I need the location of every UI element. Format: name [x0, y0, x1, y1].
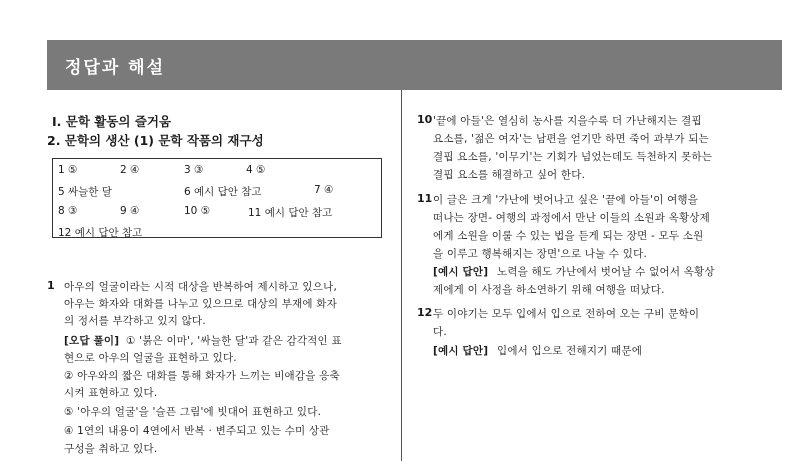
page-title: 정답과 해설 — [65, 58, 166, 78]
explanation-line: 이 글은 크게 '가난에 벗어나고 싶은 '끝에 아들'이 여행을 — [433, 194, 699, 206]
explanation-line: 아우의 얼굴이라는 시적 대상을 반복하여 제시하고 있으나, — [64, 281, 337, 293]
explanation-line: 결핍 요소를, '이무기'는 기회가 넘었는데도 득천하지 못하는 — [433, 151, 713, 163]
section-heading: Ⅰ. 문학 활동의 즐거움 — [52, 114, 172, 129]
explanation-label: [예시 답안] — [433, 345, 489, 357]
explanation-line: ② 아우와의 짧은 대화를 통해 화자가 느끼는 비애감을 응축 — [64, 370, 340, 382]
explanation-line: 노력을 해도 가난에서 벗어날 수 없어서 옥황상 — [497, 266, 715, 278]
header-banner — [47, 40, 782, 90]
explanation-line: 요소를, '젊은 여자'는 남편을 얻기만 하면 죽어 과부가 되는 — [433, 133, 709, 145]
explanation-line: 구성을 취하고 있다. — [64, 443, 158, 455]
explanation-label: [오답 풀이] — [64, 335, 120, 347]
explanation-line: 에게 소원을 이룰 수 있는 법을 듣게 되는 장면 - 모두 소원 — [433, 230, 704, 242]
explanation-line: 입에서 입으로 전해지기 때문에 — [497, 345, 643, 357]
explanation-line: ① '붉은 이마', '싸늘한 달'과 같은 감각적인 표 — [126, 335, 342, 347]
subsection-heading: 2. 문학의 생산 (1) 문학 작품의 재구성 — [47, 133, 264, 148]
explanation-line: 결핍 요소를 해결하고 싶어 한다. — [433, 169, 586, 181]
answer-item: 6 예시 답안 참고 — [184, 186, 262, 198]
explanation-line: ④ 1연의 내용이 4연에서 반복 · 변주되고 있는 수미 상관 — [64, 425, 330, 437]
explanation-line: 다. — [433, 326, 447, 338]
explanation-label: [예시 답안] — [433, 266, 489, 278]
explanation-line: '끝에 아들'은 열심히 농사를 지을수록 더 가난해지는 결핍 — [433, 115, 702, 127]
answer-item: 10 ⑤ — [184, 205, 211, 217]
explanation-line: 현으로 아우의 얼굴을 표현하고 있다. — [64, 352, 237, 364]
answer-item: 4 ⑤ — [246, 164, 266, 176]
column-divider — [401, 90, 402, 461]
answer-item: 11 예시 답안 참고 — [248, 207, 333, 219]
answer-item: 12 예시 답안 참고 — [58, 227, 143, 239]
answer-item: 5 싸늘한 달 — [58, 186, 112, 198]
answer-item: 1 ⑤ — [58, 164, 78, 176]
question-number: 1 — [47, 279, 55, 292]
explanation-line: 을 이루고 행복해지는 장면'으로 나눌 수 있다. — [433, 248, 648, 260]
answer-item: 3 ③ — [184, 164, 204, 176]
question-number: 12 — [417, 306, 433, 319]
explanation-line: 제에게 이 사정을 하소연하기 위해 여행을 떠났다. — [433, 284, 665, 296]
explanation-line: 두 이야기는 모두 입에서 입으로 전하여 오는 구비 문학이 — [433, 308, 700, 320]
question-number: 11 — [417, 192, 433, 205]
explanation-line: 의 정서를 부각하고 있지 않다. — [64, 315, 206, 327]
answer-item: 2 ④ — [120, 164, 140, 176]
answer-item: 8 ③ — [58, 205, 78, 217]
explanation-line: 시켜 표현하고 있다. — [64, 387, 158, 399]
answer-item: 7 ④ — [314, 184, 334, 196]
explanation-line: ⑤ '아우의 얼굴'을 '슬픈 그림'에 빗대어 표현하고 있다. — [64, 406, 322, 418]
question-number: 10 — [417, 113, 433, 126]
answer-item: 9 ④ — [120, 205, 140, 217]
explanation-line: 떠나는 장면- 여행의 과정에서 만난 이들의 소원과 옥황상제 — [433, 212, 710, 224]
explanation-line: 아우는 화자와 대화를 나누고 있으므로 대상의 부재에 화자 — [64, 298, 337, 310]
